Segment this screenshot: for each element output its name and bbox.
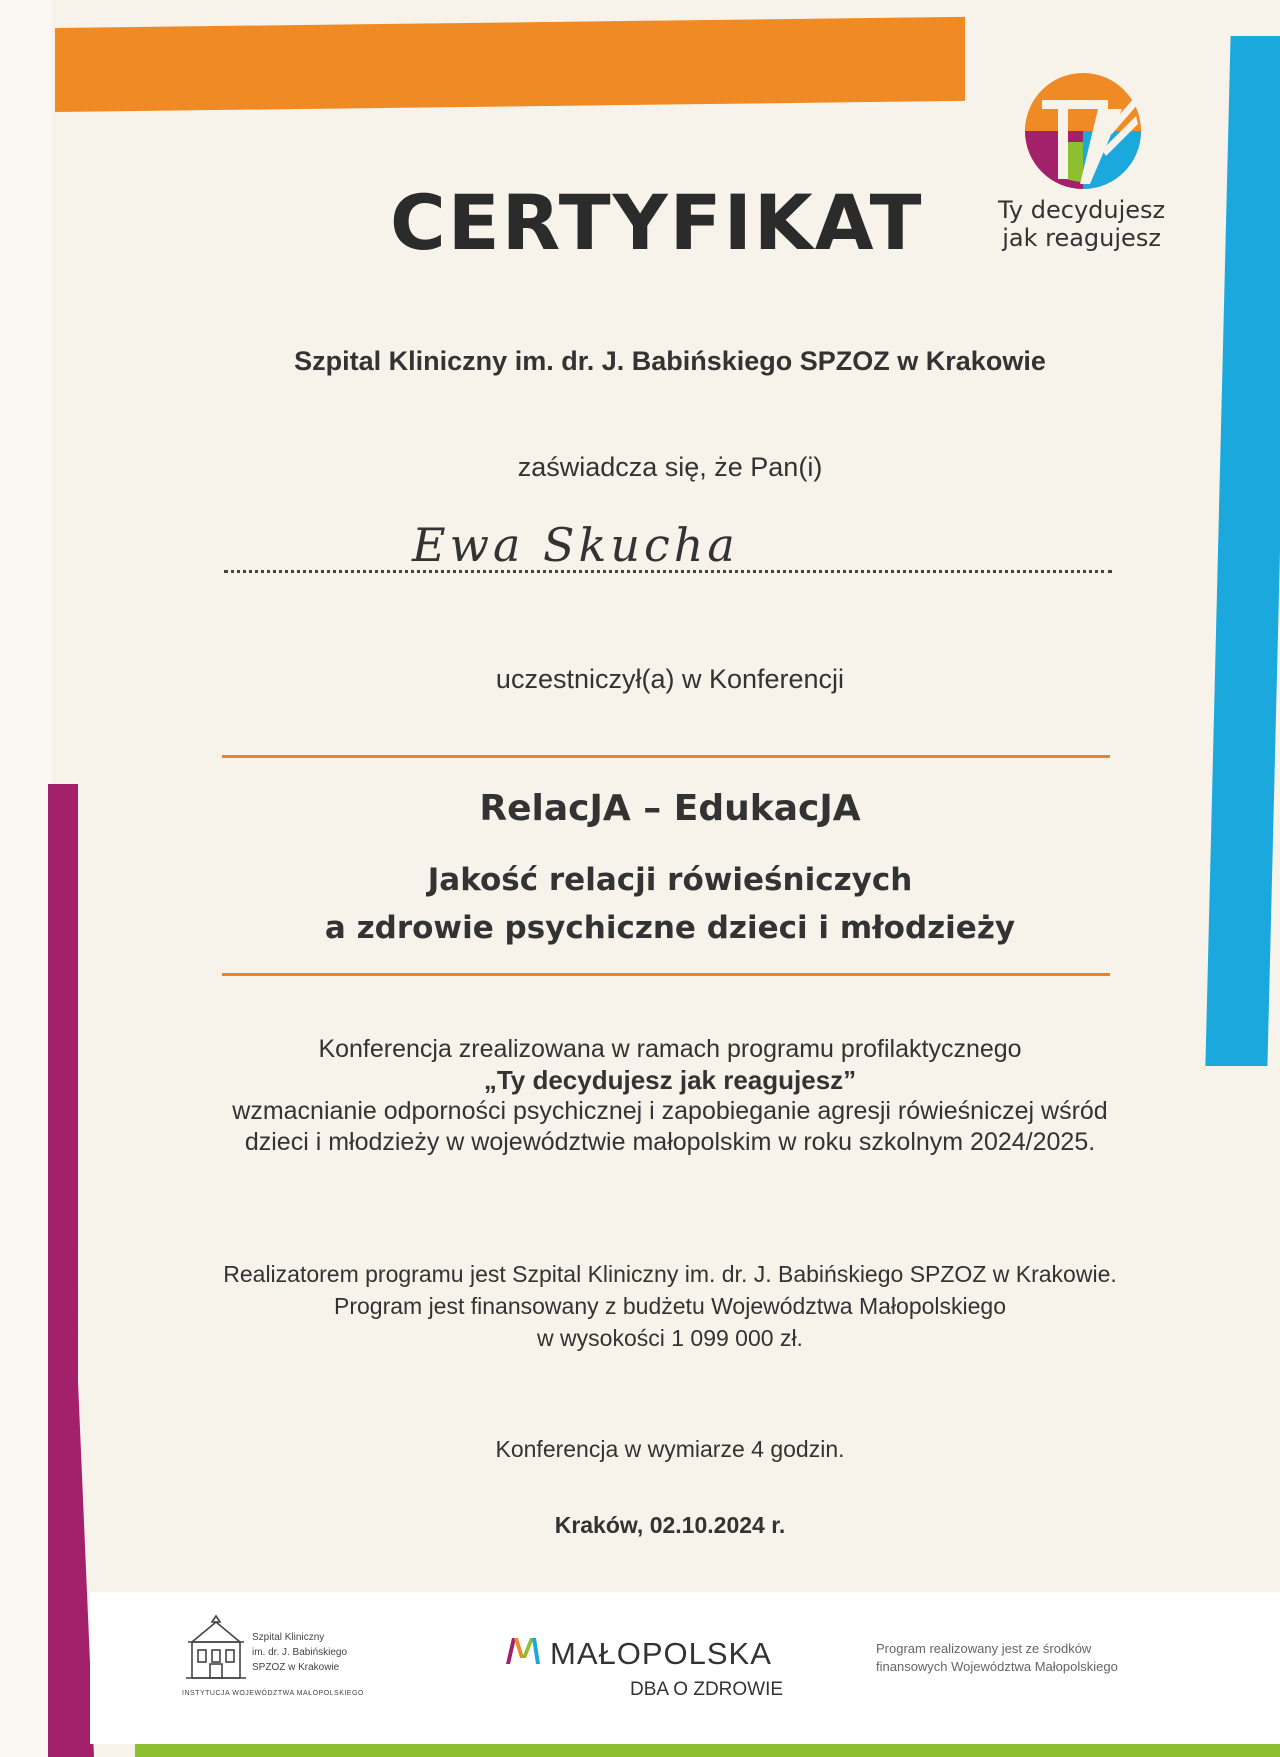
malopolska-m-icon [504, 1636, 542, 1666]
issuer-name: Szpital Kliniczny im. dr. J. Babińskiego SPZOZ w Krakowie [294, 346, 1046, 376]
realizer-line: w wysokości 1 099 000 zł. [537, 1325, 803, 1351]
realizer-line: Program jest finansowany z budżetu Województwa Małopolskiego [333, 1293, 1007, 1319]
program-line: Konferencja zrealizowana w ramach programu profilaktycznego [318, 1035, 1022, 1063]
brand-slogan [998, 196, 1165, 252]
malopolska-tagline: DBA O ZDROWIE [630, 1679, 784, 1700]
funding-note [876, 1640, 1118, 1676]
participated-text: uczestniczył(a) w Konferencji [495, 664, 845, 694]
program-description [150, 1034, 1190, 1158]
name-dotted-line [224, 570, 1112, 573]
certify-text: zaświadcza się, że Pan(i) [517, 452, 823, 482]
hospital-name [252, 1630, 347, 1675]
slogan-line: jak reagujesz [1002, 224, 1161, 252]
conference-subtitle-line: Jakość relacji rówieśniczych [427, 862, 913, 898]
program-name: „Ty decydujesz jak reagujesz” [483, 1065, 857, 1095]
orange-accent-bar [55, 17, 965, 112]
ty-decydujesz-logo-icon [1024, 72, 1142, 190]
slogan-line: Ty decydujesz [998, 196, 1166, 224]
scan-margin [0, 0, 52, 1757]
hospital-name-line: Szpital Kliniczny [252, 1632, 325, 1643]
program-line: dzieci i młodzieży w województwie małopolskim w roku szkolnym 2024/2025. [244, 1128, 1096, 1156]
program-realizer [150, 1258, 1190, 1354]
funding-line: Program realizowany jest ze środków [876, 1641, 1092, 1656]
hospital-institution: INSTYTUCJA WOJEWÓDZTWA MAŁOPOLSKIEGO [182, 1690, 364, 1697]
hospital-name-line: SPZOZ w Krakowie [252, 1662, 340, 1673]
participant-name: Ewa Skucha [412, 518, 739, 572]
blue-accent-bar [1205, 36, 1280, 1066]
realizer-line: Realizatorem programu jest Szpital Kliniczny im. dr. J. Babińskiego SPZOZ w Krakowie. [223, 1261, 1117, 1287]
malopolska-name: MAŁOPOLSKA [550, 1636, 772, 1671]
hospital-building-icon [182, 1612, 250, 1686]
green-accent-bar [135, 1744, 1280, 1757]
conference-subtitle [150, 856, 1190, 952]
hospital-name-line: im. dr. J. Babińskiego [252, 1647, 348, 1658]
certificate-title: CERTYFIKAT [390, 178, 924, 267]
conference-subtitle-line: a zdrowie psychiczne dzieci i młodzieży [324, 910, 1016, 946]
program-line: wzmacnianie odporności psychicznej i zapobieganie agresji rówieśniczej wśród [232, 1097, 1108, 1125]
divider-bottom [222, 973, 1110, 976]
divider-top [222, 755, 1110, 758]
footer-logos [90, 1592, 1280, 1744]
conference-name: RelacJA – EdukacJA [479, 788, 861, 829]
conference-hours: Konferencja w wymiarze 4 godzin. [495, 1436, 845, 1462]
place-date: Kraków, 02.10.2024 r. [554, 1512, 786, 1538]
funding-line: finansowych Województwa Małopolskiego [876, 1659, 1118, 1674]
